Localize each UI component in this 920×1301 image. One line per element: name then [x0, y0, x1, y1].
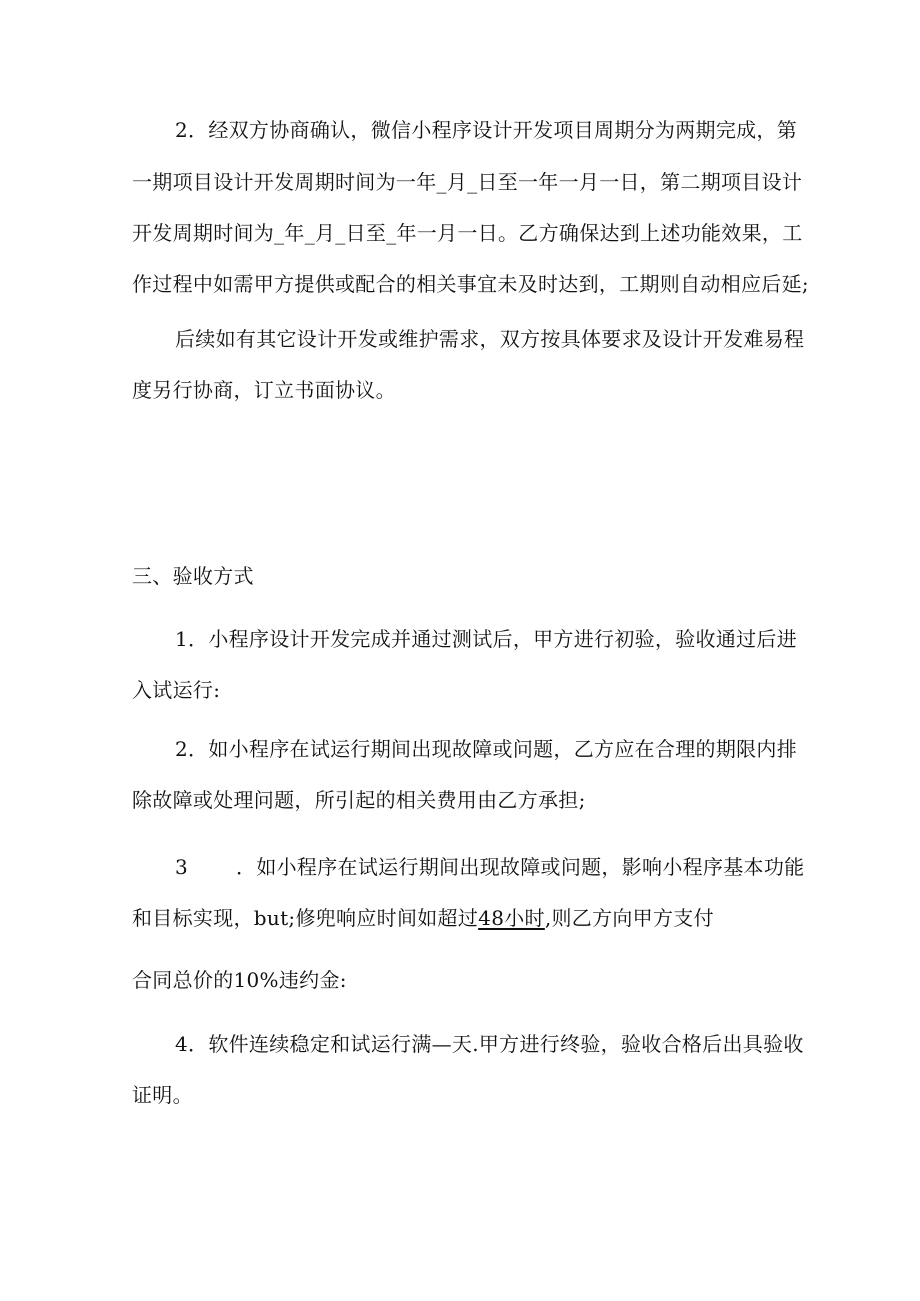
item3-line1	[175, 853, 804, 881]
item3-line3: 合同总价的10%违约金:	[132, 968, 347, 992]
item4-line1: 4．软件连续稳定和试运行满—天.甲方进行终验，验收合格后出具验收	[175, 1032, 804, 1056]
item3-underlined-hours: 48小时	[478, 906, 545, 930]
item1-line1: 1．小程序设计开发完成并通过测试后，甲方进行初验，验收通过后进	[175, 627, 798, 651]
item1-line2: 入试运行:	[132, 678, 221, 702]
item3-line1-text: ．如小程序在试运行期间出现故障或问题，影响小程序基本功能	[236, 855, 805, 879]
item3-number: 3	[175, 855, 189, 879]
clause2-line1: 2．经双方协商确认，微信小程序设计开发项目周期分为两期完成，第	[175, 118, 798, 142]
followup-line1: 后续如有其它设计开发或维护需求，双方按具体要求及设计开发难易程	[175, 327, 805, 351]
item2-line1: 2．如小程序在试运行期间出现故障或问题，乙方应在合理的期限内排	[175, 737, 798, 761]
item3-line2-post: ,则乙方向甲方支付	[544, 906, 714, 930]
item3-line2-pre: 和目标实现，but;修兜响应时间如超过	[132, 906, 479, 930]
clause2-line4: 作过程中如需甲方提供或配合的相关事宜未及时达到，工期则自动相应后延;	[132, 272, 809, 296]
followup-line2: 度另行协商，订立书面协议。	[132, 378, 396, 402]
section3-heading: 三、验收方式	[132, 564, 254, 588]
item4-line2: 证明。	[132, 1083, 193, 1107]
clause2-line2: 一期项目设计开发周期时间为一年_月_日至一年一月一日，第二期项目设计	[132, 170, 803, 194]
clause2-line3: 开发周期时间为_年_月_日至_年一月一日。乙方确保达到上述功能效果，工	[132, 221, 803, 245]
item3-line2	[132, 904, 714, 932]
item2-line2: 除故障或处理问题，所引起的相关费用由乙方承担;	[132, 788, 586, 812]
